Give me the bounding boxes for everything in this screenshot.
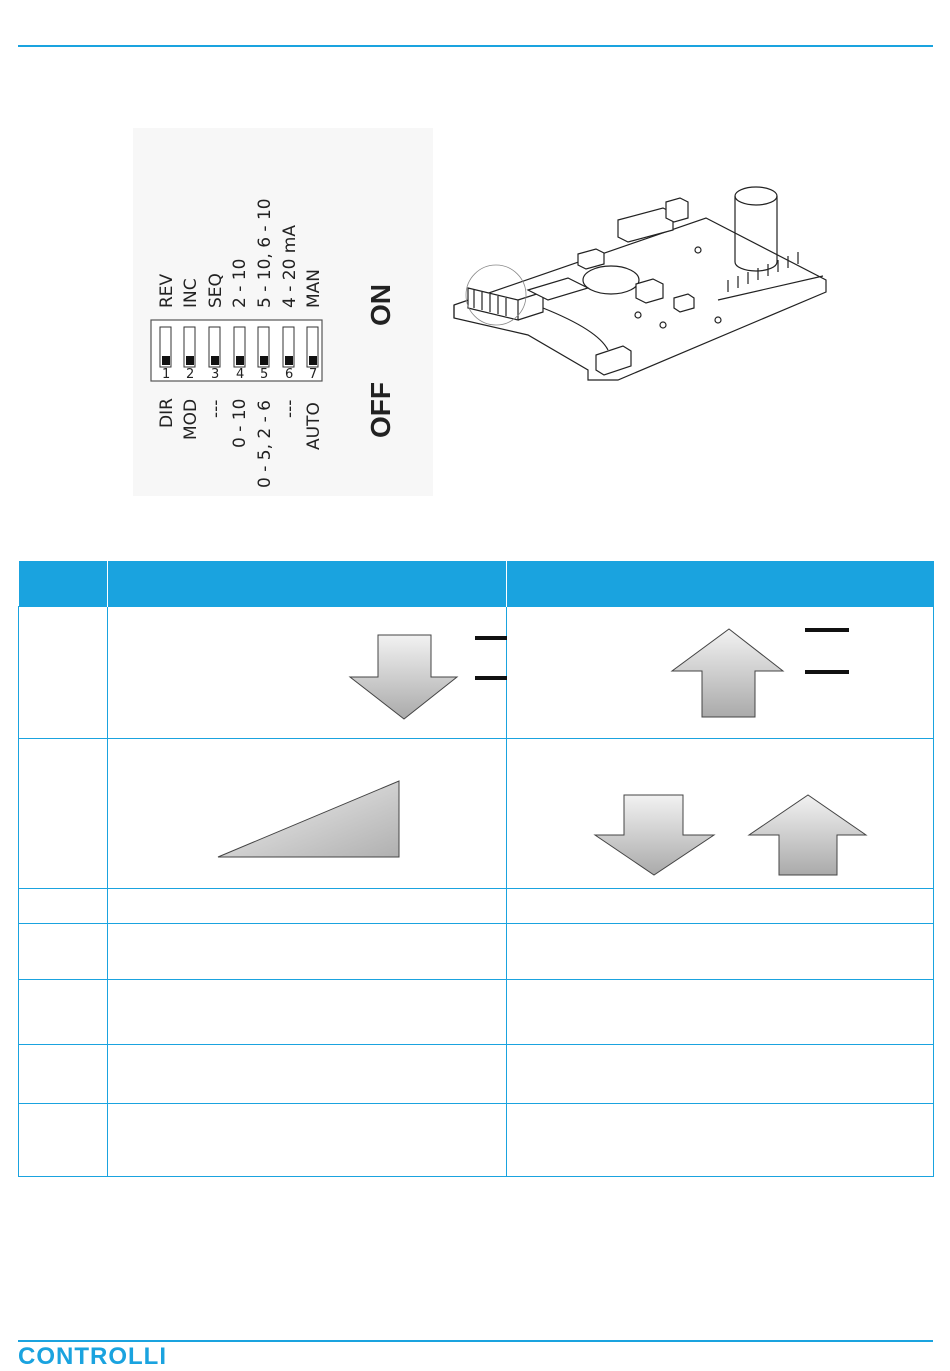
bottom-rule	[18, 1340, 933, 1342]
switch-2-number: 2	[186, 367, 195, 382]
switch-7-on-label: MAN	[304, 268, 324, 308]
table-row	[19, 1104, 934, 1177]
dip-switch-table	[18, 561, 934, 1177]
switch-2-on-label: INC	[181, 278, 201, 308]
switch-1-number: 1	[162, 367, 171, 382]
switch-toggle-7	[307, 327, 318, 367]
table-cell	[19, 924, 108, 980]
table-cell	[19, 1104, 108, 1177]
table-row	[19, 607, 934, 739]
arrow-down-and-up-icon	[507, 739, 934, 889]
table-cell	[507, 924, 934, 980]
table-cell	[19, 889, 108, 924]
switch-7-number: 7	[309, 367, 318, 382]
switch-6-on-label: 4 - 20 mA	[280, 225, 300, 308]
switch-1-on-label: REV	[157, 273, 177, 308]
switch-toggle-5	[258, 327, 269, 367]
table-cell	[108, 924, 507, 980]
table-cell	[507, 1045, 934, 1104]
table-cell	[19, 1045, 108, 1104]
on-state-label: ON	[365, 284, 396, 326]
switch-toggle-2	[184, 327, 195, 367]
switch-3-off-label: ---	[206, 399, 226, 418]
off-state-label: OFF	[365, 382, 396, 438]
circuit-board-illustration	[448, 180, 833, 390]
table-row	[19, 924, 934, 980]
switch-toggle-4	[234, 327, 245, 367]
table-cell	[108, 607, 507, 739]
switch-5-number: 5	[260, 367, 269, 382]
table-row	[19, 889, 934, 924]
ramp-triangle-icon	[108, 739, 507, 889]
table-cell	[108, 1104, 507, 1177]
table-cell	[507, 1104, 934, 1177]
top-rule	[18, 45, 933, 47]
table-header-switch	[19, 561, 108, 607]
table-cell	[108, 889, 507, 924]
table-header-row	[19, 561, 934, 607]
table-header-on	[507, 561, 934, 607]
switch-5-on-label: 5 - 10, 6 - 10	[255, 198, 275, 308]
table-cell	[108, 980, 507, 1045]
switch-4-on-label: 2 - 10	[230, 258, 250, 308]
switch-7-off-label: AUTO	[304, 402, 324, 450]
table-cell	[19, 739, 108, 889]
table-cell	[108, 1045, 507, 1104]
table-cell	[507, 739, 934, 889]
switch-toggles	[160, 327, 318, 367]
table-cell	[19, 607, 108, 739]
dip-switch-figure	[133, 128, 433, 496]
switch-6-number: 6	[285, 367, 294, 382]
switch-3-on-label: SEQ	[206, 273, 226, 308]
table-header-off	[108, 561, 507, 607]
switch-toggle-1	[160, 327, 171, 367]
table-cell	[507, 889, 934, 924]
switch-5-off-label: 0 - 5, 2 - 6	[255, 400, 275, 488]
switch-toggle-3	[209, 327, 220, 367]
table-cell	[108, 739, 507, 889]
arrow-up-with-equals-icon	[507, 607, 934, 739]
table-row	[19, 980, 934, 1045]
table-row	[19, 1045, 934, 1104]
switch-4-number: 4	[236, 367, 245, 382]
switch-4-off-label: 0 - 10	[230, 398, 250, 448]
controlli-logo: CONTROLLI	[18, 1343, 167, 1370]
switch-3-number: 3	[211, 367, 220, 382]
circuit-board-drawing	[448, 180, 833, 390]
switch-toggle-6	[283, 327, 294, 367]
table-row	[19, 739, 934, 889]
switch-6-off-label: ---	[280, 399, 300, 418]
table-cell	[19, 980, 108, 1045]
arrow-down-with-equals-icon	[108, 607, 507, 739]
table-cell	[507, 980, 934, 1045]
switch-1-off-label: DIR	[157, 398, 177, 428]
switch-2-off-label: MOD	[181, 398, 201, 440]
table-cell	[507, 607, 934, 739]
